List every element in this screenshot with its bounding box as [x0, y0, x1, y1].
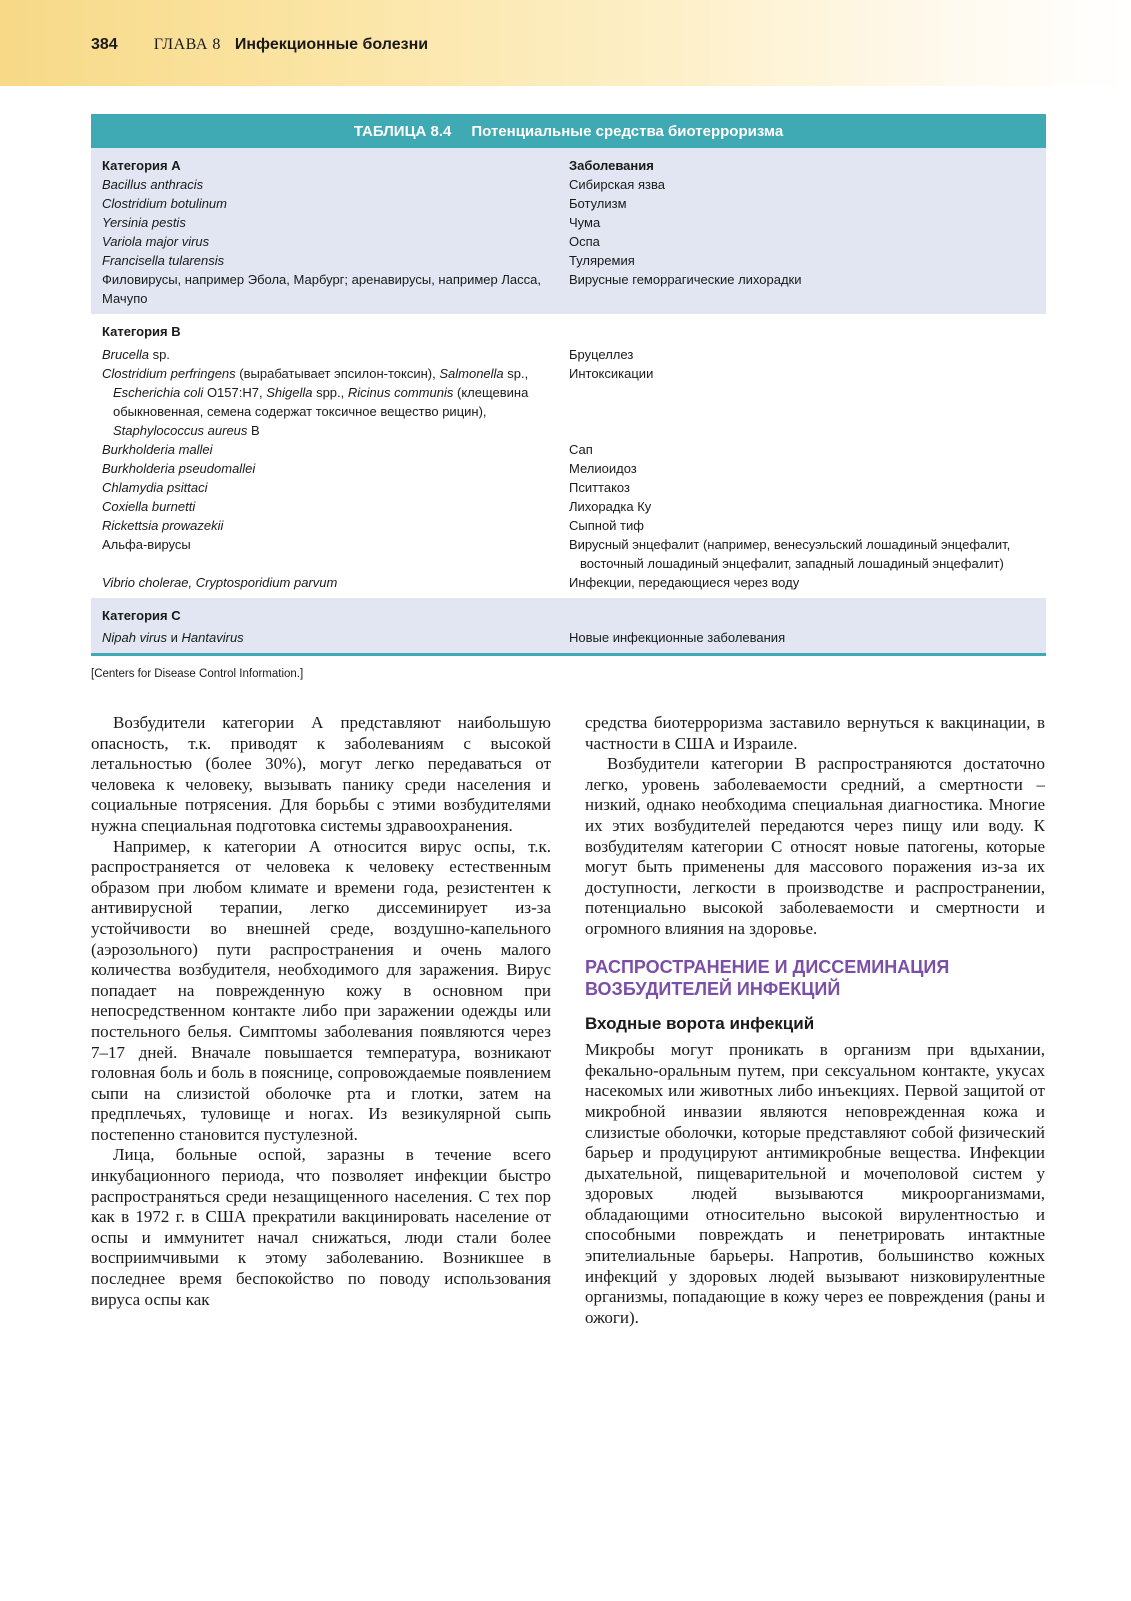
- agent-text: B: [247, 423, 260, 438]
- disease-cell: Инфекции, передающиеся через воду: [569, 575, 800, 590]
- disease-cell: [569, 535, 1046, 573]
- paragraph: Микробы могут проникать в организм при вдыхании, фекально-оральным путем, при сексуальном контакте, укусах насекомых или животных либо инъекциях. Первой защитой от микробной инвазии являются неповрежденная кожа и слизистые оболочки, которые представляют собой физический барьер и продуцируют антимикробные вещества. Инфекции дыхательной, пищеварительной и мочеполовой систем у здоровых людей вызываются микроорганизмами, обладающими относительно высокой вирулентностью и способными повреждать и пенетрировать интактные эпителиальные барьеры. Напротив, большинство кожных инфекций у здоровых людей вызывают низковирулентные организмы, попадающие в кожу через ее повреждения (раны и ожоги).: [585, 1040, 1045, 1327]
- disease-cell: Оспа: [569, 234, 600, 249]
- table-row: [91, 459, 1046, 478]
- table-row: [91, 440, 1046, 459]
- chapter-label: ГЛАВА 8: [153, 36, 221, 53]
- category-a-section: [91, 148, 1046, 314]
- right-column: [585, 713, 1045, 1328]
- running-header: [91, 36, 428, 54]
- disease-line: восточный лошадиный энцефалит, западный лошадиный энцефалит): [580, 556, 1004, 571]
- disease-cell: Новые инфекционные заболевания: [569, 630, 786, 645]
- agent-cell: [91, 345, 569, 364]
- agent-name: Escherichia coli: [113, 385, 204, 400]
- agent-text: (вырабатывает эпсилон-токсин),: [235, 366, 440, 381]
- agent-name: Salmonella: [439, 366, 504, 381]
- subsection-title: Входные ворота инфекций: [585, 1013, 815, 1033]
- table-header-row: [91, 156, 1046, 175]
- table-bottom-rule: [91, 653, 1046, 656]
- agent-cell: Rickettsia prowazekii: [102, 518, 224, 533]
- table-row: [91, 573, 1046, 592]
- table-row: [91, 345, 1046, 364]
- table-title: Потенциальные средства биотерроризма: [471, 122, 784, 140]
- agent-cell: Variola major virus: [102, 234, 210, 249]
- table-row: [91, 535, 1046, 573]
- disease-cell: Туляремия: [569, 253, 635, 268]
- agent-text: O157:H7,: [203, 385, 267, 400]
- paragraph: Лица, больные оспой, заразны в течение всего инкубационного периода, что позволяет инфекции быстро распространяться среди незащищенного населения. С тех пор как в 1972 г. в США прекратили вакцинировать население от оспы и иммунитет начал снижаться, люди стали более восприимчивыми к этому заболеванию. Возникшее в последнее время беспокойство по поводу использования вируса оспы как: [91, 1145, 551, 1309]
- paragraph: Возбудители категории А представляют наибольшую опасность, т.к. приводят к заболеваниям с высокой летальностью (более 30%), могут легко передаваться от человека к человеку, вызывать панику среди населения и социальные потрясения. Для борьбы с этими возбудителями нужна специальная подготовка системы здравоохранения.: [91, 713, 551, 835]
- table-row: [91, 175, 1046, 194]
- agent-line: обыкновенная, семена содержат токсичное вещество рицин),: [113, 404, 487, 419]
- disease-cell: Пситтакоз: [569, 480, 630, 495]
- chapter-title: Инфекционные болезни: [234, 36, 429, 53]
- table-row: [91, 213, 1046, 232]
- agent-cell: [91, 270, 569, 308]
- agent-cell: Bacillus anthracis: [102, 177, 204, 192]
- agent-name: Nipah virus: [102, 630, 168, 645]
- disease-cell: Интоксикации: [569, 366, 654, 381]
- left-column: [91, 713, 551, 1310]
- agent-name: Shigella: [266, 385, 313, 400]
- agent-cell: Francisella tularensis: [102, 253, 225, 268]
- table-row: [91, 194, 1046, 213]
- disease-cell: Чума: [569, 215, 601, 230]
- category-row: [91, 606, 1046, 625]
- table-row: [91, 516, 1046, 535]
- agent-line: Мачупо: [102, 291, 148, 306]
- table-row: [91, 251, 1046, 270]
- agent-name: Hantavirus: [181, 630, 244, 645]
- paragraph: средства биотерроризма заставило вернуться к вакцинации, в частности в США и Израиле.: [585, 713, 1045, 753]
- table-row: [91, 497, 1046, 516]
- table-row: [91, 232, 1046, 251]
- agent-cell: Vibrio cholerae, Cryptosporidium parvum: [102, 575, 338, 590]
- disease-cell: Сап: [569, 442, 593, 457]
- agent-name: Ricinus communis: [347, 385, 454, 400]
- table-source: [Centers for Disease Control Information.]: [91, 668, 304, 680]
- table-row: [91, 270, 1046, 308]
- agent-line: [102, 421, 569, 440]
- agent-cell: Burkholderia mallei: [102, 442, 213, 457]
- agent-text: spp.,: [312, 385, 348, 400]
- diseases-header: Заболевания: [569, 158, 654, 173]
- table-row: [91, 628, 1046, 647]
- agent-cell: Yersinia pestis: [102, 215, 186, 230]
- agent-line: [102, 364, 569, 383]
- agent-cell: Альфа-вирусы: [102, 537, 191, 552]
- section-title: РАСПРОСТРАНЕНИЕ И ДИССЕМИНАЦИЯ ВОЗБУДИТЕЛЕЙ ИНФЕКЦИЙ: [585, 956, 950, 999]
- paragraph: Например, к категории А относится вирус оспы, т.к. распространяется от человека к человеку естественным образом при любом климате и времени года, резистентен к антивирусной терапии, легко диссеминирует из-за устойчивости во внешней среде, воздушно-капельного (аэрозольного) пути распространения и очень малого количества возбудителя, необходимого для заражения. Вирус попадает на поврежденную кожу в основном при непосредственном контакте либо при заражении одежды или постельного белья. Симптомы заболевания появляются через 7–17 дней. Вначале повышается температура, возникают головная боль и боль в пояснице, сопровождаемые появлением сыпи на слизистой оболочке рта и глотки, затем на предплечьях, туловище и ногах. Из везикулярной сыпь постепенно становится пустулезной.: [91, 836, 551, 1144]
- category-b-section: [91, 314, 1046, 598]
- agent-cell: [91, 364, 569, 440]
- disease-line: Вирусный энцефалит (например, венесуэльский лошадиный энцефалит,: [569, 537, 1011, 552]
- disease-cell: Сибирская язва: [569, 177, 665, 192]
- category-c-section: [91, 598, 1046, 653]
- disease-cell: Ботулизм: [569, 196, 627, 211]
- table-row: [91, 364, 1046, 440]
- table-title-bar: [91, 114, 1046, 148]
- agent-cell: Burkholderia pseudomallei: [102, 461, 256, 476]
- disease-cell: Бруцеллез: [569, 347, 634, 362]
- page-number: 384: [91, 36, 118, 53]
- agent-text: и: [167, 630, 182, 645]
- category-b-label: Категория В: [102, 324, 181, 339]
- agent-name: Clostridium perfringens: [102, 366, 236, 381]
- agent-name: Brucella: [102, 347, 149, 362]
- disease-cell: Вирусные геморрагические лихорадки: [569, 272, 802, 287]
- agent-line: [102, 383, 569, 402]
- table-row: [91, 478, 1046, 497]
- table-number: ТАБЛИЦА 8.4: [353, 122, 452, 140]
- category-a-label: Категория А: [102, 158, 181, 173]
- agent-name: Staphylococcus aureus: [113, 423, 248, 438]
- category-c-label: Категория С: [102, 608, 181, 623]
- paragraph: Возбудители категории В распространяются достаточно легко, уровень заболеваемости средний, а смертности – низкий, однако необходима специальная диагностика. Многие их этих возбудителей передаются через пищу или воду. К возбудителям категории С относят новые патогены, которые могут быть применены для массового поражения из-за их доступности, легкости в производстве и распространении, потенциально высокой заболеваемости и смертности и огромного влияния на здоровье.: [585, 754, 1045, 938]
- disease-cell: Мелиоидоз: [569, 461, 637, 476]
- agent-text: sp.,: [503, 366, 529, 381]
- disease-cell: Сыпной тиф: [569, 518, 644, 533]
- agent-text: (клещевина: [453, 385, 529, 400]
- agent-cell: Clostridium botulinum: [102, 196, 227, 211]
- disease-cell: Лихорадка Ку: [569, 499, 652, 514]
- bioterrorism-table: [91, 114, 1046, 656]
- agent-cell: [91, 628, 569, 647]
- agent-suffix: sp.: [148, 347, 170, 362]
- agent-cell: Chlamydia psittaci: [102, 480, 208, 495]
- category-row: [91, 322, 1046, 341]
- agent-cell: Coxiella burnetti: [102, 499, 196, 514]
- agent-line: Филовирусы, например Эбола, Марбург; аренавирусы, например Ласса,: [102, 272, 541, 287]
